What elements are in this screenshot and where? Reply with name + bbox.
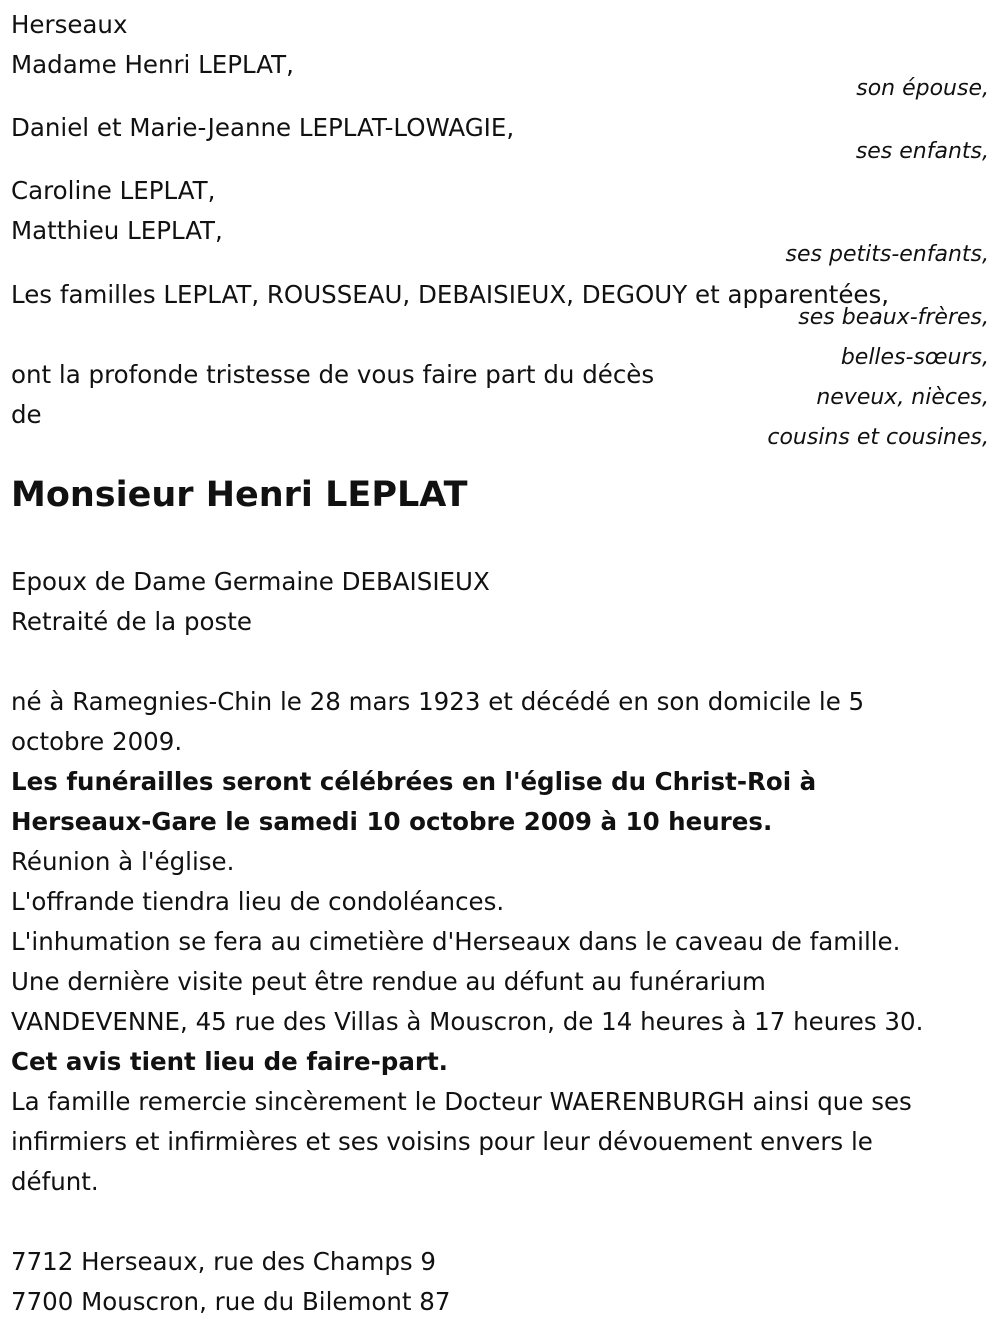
detail-line: né à Ramegnies-Chin le 28 mars 1923 et décédé en son domicile le 5 <box>11 687 865 716</box>
city-heading: Herseaux <box>11 10 128 39</box>
family-role: ses beaux-frères, <box>798 305 989 330</box>
spouse-line: Madame Henri LEPLAT, <box>11 50 294 79</box>
detail-line: Cet avis tient lieu de faire-part. <box>11 1047 448 1076</box>
occupation-line: Retraité de la poste <box>11 607 252 636</box>
detail-line: Réunion à l'église. <box>11 847 235 876</box>
address-line: 7712 Herseaux, rue des Champs 9 <box>11 1247 437 1276</box>
family-role: neveux, nièces, <box>816 385 989 410</box>
detail-line: Herseaux-Gare le samedi 10 octobre 2009 à 10 heures. <box>11 807 773 836</box>
detail-line: La famille remercie sincèrement le Docteur WAERENBURGH ainsi que ses <box>11 1087 912 1116</box>
family-role: belles-sœurs, <box>840 345 989 370</box>
detail-line: L'offrande tiendra lieu de condoléances. <box>11 887 505 916</box>
detail-line: L'inhumation se fera au cimetière d'Herseaux dans le caveau de famille. <box>11 927 901 956</box>
detail-line: Les funérailles seront célébrées en l'église du Christ-Roi à <box>11 767 817 796</box>
families-line: Les familles LEPLAT, ROUSSEAU, DEBAISIEUX, DEGOUY et apparentées, <box>11 280 890 309</box>
detail-line: octobre 2009. <box>11 727 183 756</box>
detail-line: infirmiers et infirmières et ses voisins pour leur dévouement envers le <box>11 1127 873 1156</box>
grandchild-line: Matthieu LEPLAT, <box>11 216 223 245</box>
address-line: 7700 Mouscron, rue du Bilemont 87 <box>11 1287 451 1316</box>
children-role: ses enfants, <box>855 139 989 164</box>
grandchildren-role: ses petits-enfants, <box>785 242 989 267</box>
spouse-of-line: Epoux de Dame Germaine DEBAISIEUX <box>11 567 490 596</box>
spouse-role: son épouse, <box>856 76 989 101</box>
announcement-line: de <box>11 400 42 429</box>
detail-line: Une dernière visite peut être rendue au défunt au funérarium <box>11 967 766 996</box>
grandchild-line: Caroline LEPLAT, <box>11 176 216 205</box>
detail-line: défunt. <box>11 1167 99 1196</box>
children-line: Daniel et Marie-Jeanne LEPLAT-LOWAGIE, <box>11 113 515 142</box>
detail-line: VANDEVENNE, 45 rue des Villas à Mouscron, de 14 heures à 17 heures 30. <box>11 1007 924 1036</box>
announcement-line: ont la profonde tristesse de vous faire part du décès <box>11 360 655 389</box>
family-role: cousins et cousines, <box>767 425 989 450</box>
deceased-name: Monsieur Henri LEPLAT <box>11 475 468 515</box>
